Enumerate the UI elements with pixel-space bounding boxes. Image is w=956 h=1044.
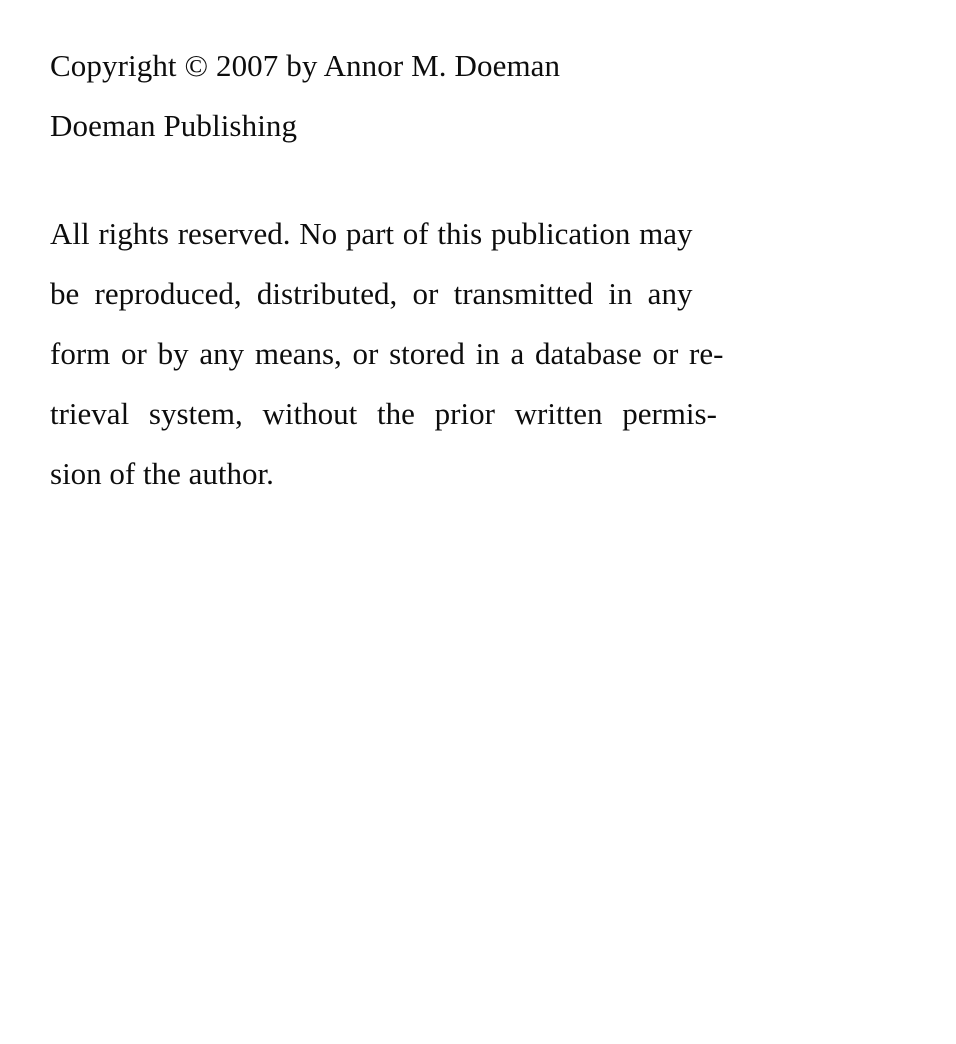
rights-line-4: trieval system, without the prior written permis-: [50, 396, 717, 431]
rights-reserved-block: [50, 204, 898, 504]
rights-line-5: sion of the author.: [50, 456, 274, 491]
publisher-line: Doeman Publishing: [50, 108, 298, 143]
rights-line-3: form or by any means, or stored in a database or re-: [50, 336, 724, 371]
copyright-line: Copyright © 2007 by Annor M. Doeman: [50, 48, 561, 83]
rights-line-2: be reproduced, distributed, or transmitted in any: [50, 276, 693, 311]
rights-line-1: All rights reserved. No part of this publication may: [50, 216, 693, 251]
copyright-block: [50, 36, 896, 156]
